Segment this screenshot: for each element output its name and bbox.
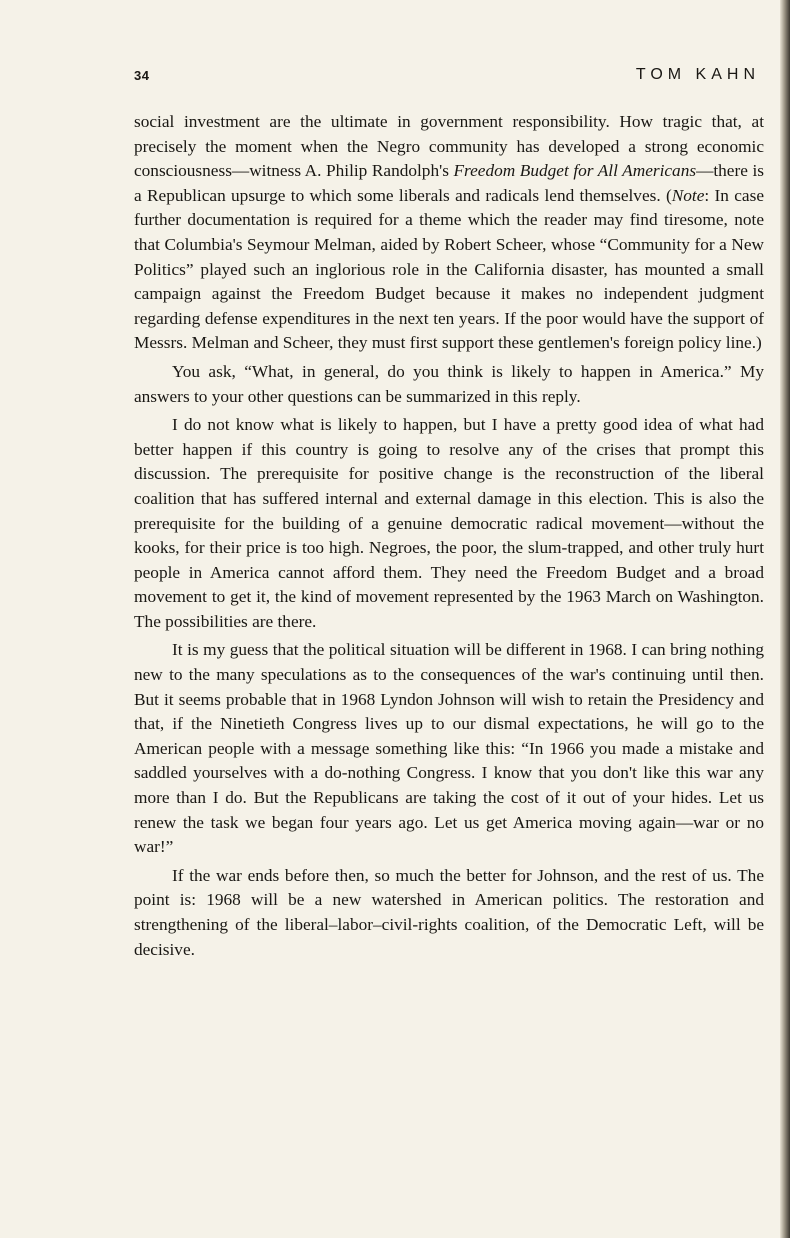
paragraph-1-text-e: : In case further documentation is required for a theme which the reader may find tiresome, note that Columbia's Seymour Melman, aided by Robert Scheer, whose “Community for a New Politics” played such an inglorious role in the California disaster, has mounted a small campaign against the Freedom Budget because it makes no independent judgment regarding defense expenditures in the next ten years. If the poor would have the support of Messrs. Melman and Scheer, they must first support these gentlemen's foreign policy line.) xyxy=(134,185,764,353)
running-head xyxy=(134,68,760,88)
paragraph-4: It is my guess that the political situation will be different in 1968. I can bring nothing new to the many speculations as to the consequences of the war's continuing until then. But it seems probable that in 1968 Lyndon Johnson will wish to retain the Presidency and that, if the Ninetieth Congress lives up to our dismal expectations, he will go to the American people with a message something like this: “In 1966 you made a mistake and saddled yourselves with a do-nothing Congress. I know that you don't like this war any more than I do. But the Republicans are taking the cost of it out of your hides. Let us renew the task we began four years ago. Let us get America moving again—war or no war!” xyxy=(134,640,764,857)
page-number: 34 xyxy=(134,68,150,83)
paragraph-1 xyxy=(134,110,764,356)
paragraph-1-text-a: social investment are the ultimate in government responsibility. How tragic that, at precisely the moment when the Negro community has developed a strong economic consciousness—witness A. Philip Randolph's xyxy=(134,112,764,181)
paragraph-1-text-c: —there is a Republican upsurge to which some liberals and radicals lend themselves. ( xyxy=(134,161,764,205)
freedom-budget-title: Freedom Budget for All Americans xyxy=(453,161,697,181)
paragraph-5: If the war ends before then, so much the better for Johnson, and the rest of us. The point is: 1968 will be a new watershed in American politics. The restoration and strengthening of the liberal–labor–civil-rights coalition, of the Democratic Left, will be decisive. xyxy=(134,865,764,959)
paragraph-2: You ask, “What, in general, do you think is likely to happen in America.” My answers to your other questions can be summarized in this reply. xyxy=(134,361,764,406)
body-text xyxy=(134,110,764,966)
page-edge-shadow xyxy=(780,0,790,1238)
paragraph-3: I do not know what is likely to happen, but I have a pretty good idea of what had better happen if this country is going to resolve any of the crises that prompt this discussion. The prerequisite for positive change is the reconstruction of the liberal coalition that has suffered internal and external damage in this election. This is also the prerequisite for the building of a genuine democratic radical movement—without the kooks, for their price is too high. Negroes, the poor, the slum-trapped, and other truly hurt people in America cannot afford them. They need the Freedom Budget and a broad movement to get it, the kind of movement represented by the 1963 March on Washington. The possibilities are there. xyxy=(134,415,764,631)
running-title: TOM KAHN xyxy=(635,66,760,83)
note-label: Note xyxy=(671,185,705,205)
